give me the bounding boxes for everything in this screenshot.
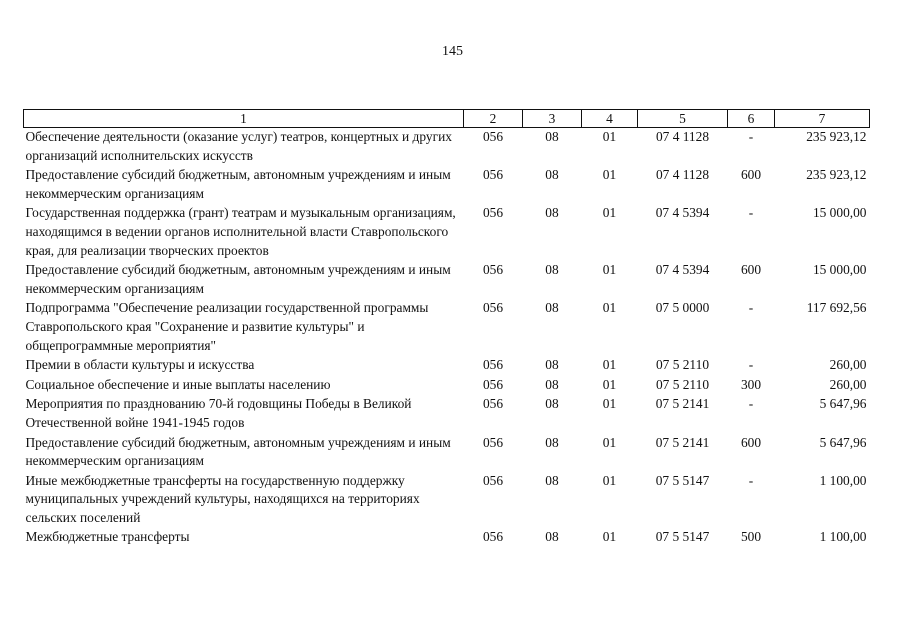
row-csr-cell: 07 5 2110 bbox=[655, 357, 710, 373]
row-name-cell: Мероприятия по празднованию 70-й годовщины Победы в Великой Отечественной войне 1941-1945 годов bbox=[25, 396, 412, 430]
row-pr-cell: 01 bbox=[602, 357, 617, 373]
row-pr-cell: 01 bbox=[602, 472, 617, 488]
row-name-cell: Подпрограмма "Обеспечение реализации государственной программы Ставропольского края "Сохранение и развитие культуры" и общепрограммные мероприятия" bbox=[25, 300, 429, 353]
row-rz-cell: 08 bbox=[545, 472, 559, 488]
col-header-2: 2 bbox=[464, 110, 523, 128]
row-vr-cell: 600 bbox=[740, 262, 762, 278]
row-amount-cell: 5 647,96 bbox=[819, 396, 867, 412]
row-name-cell: Иные межбюджетные трансферты на государственную поддержку муниципальных учреждений культуры, находящихся на территориях сельских поселений bbox=[25, 472, 420, 525]
row-pr-cell: 01 bbox=[602, 396, 617, 412]
row-rz-cell: 08 bbox=[545, 357, 559, 373]
row-pr-cell: 01 bbox=[602, 376, 617, 392]
row-ved-cell: 056 bbox=[482, 167, 504, 183]
row-amount-cell: 5 647,96 bbox=[819, 434, 867, 450]
row-vr-cell: 600 bbox=[740, 167, 762, 183]
table-row bbox=[24, 166, 870, 204]
row-amount-cell: 235 923,12 bbox=[806, 129, 867, 144]
row-csr-cell: 07 5 2141 bbox=[655, 434, 710, 450]
row-csr-cell: 07 4 1128 bbox=[655, 129, 710, 144]
row-pr-cell: 01 bbox=[602, 529, 617, 545]
row-amount-cell: 1 100,00 bbox=[819, 472, 867, 488]
row-ved-cell: 056 bbox=[482, 472, 504, 488]
row-ved-cell: 056 bbox=[482, 205, 504, 221]
row-amount-cell: 235 923,12 bbox=[806, 167, 867, 183]
row-vr-cell: - bbox=[748, 205, 754, 221]
row-pr-cell: 01 bbox=[602, 205, 617, 221]
row-csr-cell: 07 5 2141 bbox=[655, 396, 710, 412]
row-rz-cell: 08 bbox=[545, 262, 559, 278]
row-pr-cell: 01 bbox=[602, 129, 617, 144]
row-ved-cell: 056 bbox=[482, 376, 504, 392]
budget-table bbox=[23, 109, 870, 548]
row-name-cell: Предоставление субсидий бюджетным, автономным учреждениям и иным некоммерческим организациям bbox=[25, 167, 451, 201]
table-row bbox=[24, 356, 870, 376]
row-rz-cell: 08 bbox=[545, 300, 559, 316]
table-header-row bbox=[24, 110, 870, 128]
row-name-cell: Государственная поддержка (грант) театрам и музыкальным организациям, находящимся в ведении органов исполнительной власти Ставропольского края, для реализации творческих проектов bbox=[25, 205, 456, 258]
row-csr-cell: 07 5 5147 bbox=[655, 472, 710, 488]
row-vr-cell: - bbox=[748, 300, 754, 316]
row-amount-cell: 117 692,56 bbox=[806, 300, 867, 316]
row-rz-cell: 08 bbox=[545, 434, 559, 450]
row-csr-cell: 07 4 5394 bbox=[655, 205, 710, 221]
row-amount-cell: 1 100,00 bbox=[819, 529, 867, 545]
row-vr-cell: - bbox=[748, 129, 754, 144]
row-rz-cell: 08 bbox=[545, 129, 559, 144]
row-vr-cell: - bbox=[748, 396, 754, 412]
col-header-1: 1 bbox=[24, 110, 464, 128]
table-row bbox=[24, 434, 870, 472]
col-header-4: 4 bbox=[582, 110, 638, 128]
row-csr-cell: 07 5 0000 bbox=[655, 300, 710, 316]
row-pr-cell: 01 bbox=[602, 167, 617, 183]
table-row bbox=[24, 376, 870, 396]
table-row bbox=[24, 472, 870, 529]
row-amount-cell: 15 000,00 bbox=[812, 205, 867, 221]
row-rz-cell: 08 bbox=[545, 167, 559, 183]
row-csr-cell: 07 4 1128 bbox=[655, 167, 710, 183]
table-row bbox=[24, 395, 870, 433]
row-name-cell: Премии в области культуры и искусства bbox=[25, 357, 255, 373]
row-ved-cell: 056 bbox=[482, 434, 504, 450]
row-vr-cell: 500 bbox=[740, 529, 762, 545]
row-ved-cell: 056 bbox=[482, 300, 504, 316]
table-row bbox=[24, 261, 870, 299]
row-name-cell: Социальное обеспечение и иные выплаты населению bbox=[25, 376, 331, 392]
row-ved-cell: 056 bbox=[482, 262, 504, 278]
row-ved-cell: 056 bbox=[482, 529, 504, 545]
row-pr-cell: 01 bbox=[602, 262, 617, 278]
row-vr-cell: 300 bbox=[740, 376, 762, 392]
row-csr-cell: 07 5 5147 bbox=[655, 529, 710, 545]
row-csr-cell: 07 5 2110 bbox=[655, 376, 710, 392]
row-ved-cell: 056 bbox=[482, 396, 504, 412]
row-ved-cell: 056 bbox=[482, 357, 504, 373]
row-pr-cell: 01 bbox=[602, 300, 617, 316]
table-row bbox=[24, 299, 870, 356]
table-body bbox=[24, 128, 870, 549]
col-header-7: 7 bbox=[775, 110, 870, 128]
row-vr-cell: - bbox=[748, 357, 754, 373]
row-amount-cell: 15 000,00 bbox=[812, 262, 867, 278]
table-row bbox=[24, 204, 870, 261]
row-rz-cell: 08 bbox=[545, 396, 559, 412]
row-pr-cell: 01 bbox=[602, 434, 617, 450]
row-name-cell: Предоставление субсидий бюджетным, автономным учреждениям и иным некоммерческим организациям bbox=[25, 434, 451, 469]
row-csr-cell: 07 4 5394 bbox=[655, 262, 710, 278]
col-header-3: 3 bbox=[523, 110, 582, 128]
row-name-cell: Межбюджетные трансферты bbox=[25, 529, 190, 545]
col-header-5: 5 bbox=[638, 110, 728, 128]
row-vr-cell: 600 bbox=[740, 434, 762, 450]
col-header-6: 6 bbox=[728, 110, 775, 128]
row-name-cell: Предоставление субсидий бюджетным, автономным учреждениям и иным некоммерческим организациям bbox=[25, 262, 451, 296]
row-amount-cell: 260,00 bbox=[829, 357, 867, 373]
row-rz-cell: 08 bbox=[545, 205, 559, 221]
row-vr-cell: - bbox=[748, 472, 754, 488]
table-row bbox=[24, 128, 870, 167]
row-ved-cell: 056 bbox=[482, 129, 504, 144]
row-rz-cell: 08 bbox=[545, 529, 559, 545]
page-number: 145 bbox=[442, 44, 463, 59]
row-rz-cell: 08 bbox=[545, 376, 559, 392]
row-name-cell: Обеспечение деятельности (оказание услуг) театров, концертных и других организаций исполнительских искусств bbox=[25, 129, 452, 163]
table-row bbox=[24, 528, 870, 548]
row-amount-cell: 260,00 bbox=[829, 376, 867, 392]
